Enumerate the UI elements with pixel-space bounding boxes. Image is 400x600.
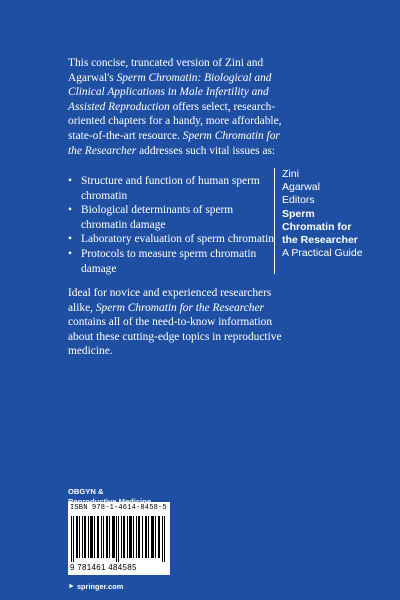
publisher-url[interactable]: springer.com	[76, 582, 124, 591]
topic-text: Laboratory evaluation of sperm chromatin	[81, 233, 274, 246]
topic-list-item: • Biological determinants of sperm chromatin damage	[68, 204, 234, 231]
topic-text: Biological determinants of sperm chromatin damage	[81, 204, 234, 231]
arrow-icon: ►	[68, 583, 75, 590]
author-name: Zini	[282, 168, 299, 180]
divider-line	[274, 168, 275, 274]
publisher-link[interactable]	[68, 582, 123, 591]
topic-list	[68, 174, 280, 276]
closing-paragraph	[68, 286, 286, 359]
back-cover-blurb	[68, 56, 288, 172]
isbn-number: ISBN 978-1-4614-8458-5	[70, 504, 167, 512]
topic-list-item: • Structure and function of human sperm chromatin	[68, 175, 260, 202]
closing-text-end: contains all of the need-to-know information about these cutting-edge topics in reproductive medicine.	[68, 316, 282, 358]
isbn-barcode-box	[68, 502, 170, 575]
topic-text: Structure and function of human sperm chromatin	[81, 175, 260, 202]
barcode-icon	[71, 516, 167, 562]
intro-book-title-short: Sperm Chromatin for the Researcher	[68, 129, 280, 157]
book-title-line: Sperm	[282, 207, 315, 220]
topic-text: Protocols to measure sperm chromatin damage	[81, 247, 257, 275]
barcode-number: 9 781461 484585	[70, 563, 137, 572]
intro-text: This concise, truncated version of Zini and Agarwal's	[68, 57, 264, 84]
book-subtitle: A Practical Guide	[282, 247, 363, 260]
title-block	[282, 168, 400, 260]
book-title-line: the Researcher	[282, 234, 358, 247]
topic-list-item: • Laboratory evaluation of sperm chromatin	[68, 233, 274, 246]
intro-text-end: addresses such vital issues as:	[136, 144, 276, 157]
closing-book-title: Sperm Chromatin for the Researcher	[95, 301, 264, 314]
book-title-line: Chromatin for	[282, 220, 352, 233]
intro-book-title: Sperm Chromatin: Biological and Clinical Applications in Male Infertility and Assisted Reproduction	[68, 71, 272, 113]
closing-text: Ideal for novice and experienced researchers alike,	[68, 287, 272, 314]
intro-text-continued: offers select, research-oriented chapters for a handy, more affordable, state-of-the-art resource.	[68, 100, 282, 142]
intro-paragraph	[68, 56, 288, 158]
topic-list-item: • Protocols to measure sperm chromatin damage	[68, 247, 257, 275]
editors-label: Editors	[282, 194, 315, 207]
subject-line: OBGYN &	[68, 487, 104, 496]
author-name: Agarwal	[282, 181, 320, 194]
